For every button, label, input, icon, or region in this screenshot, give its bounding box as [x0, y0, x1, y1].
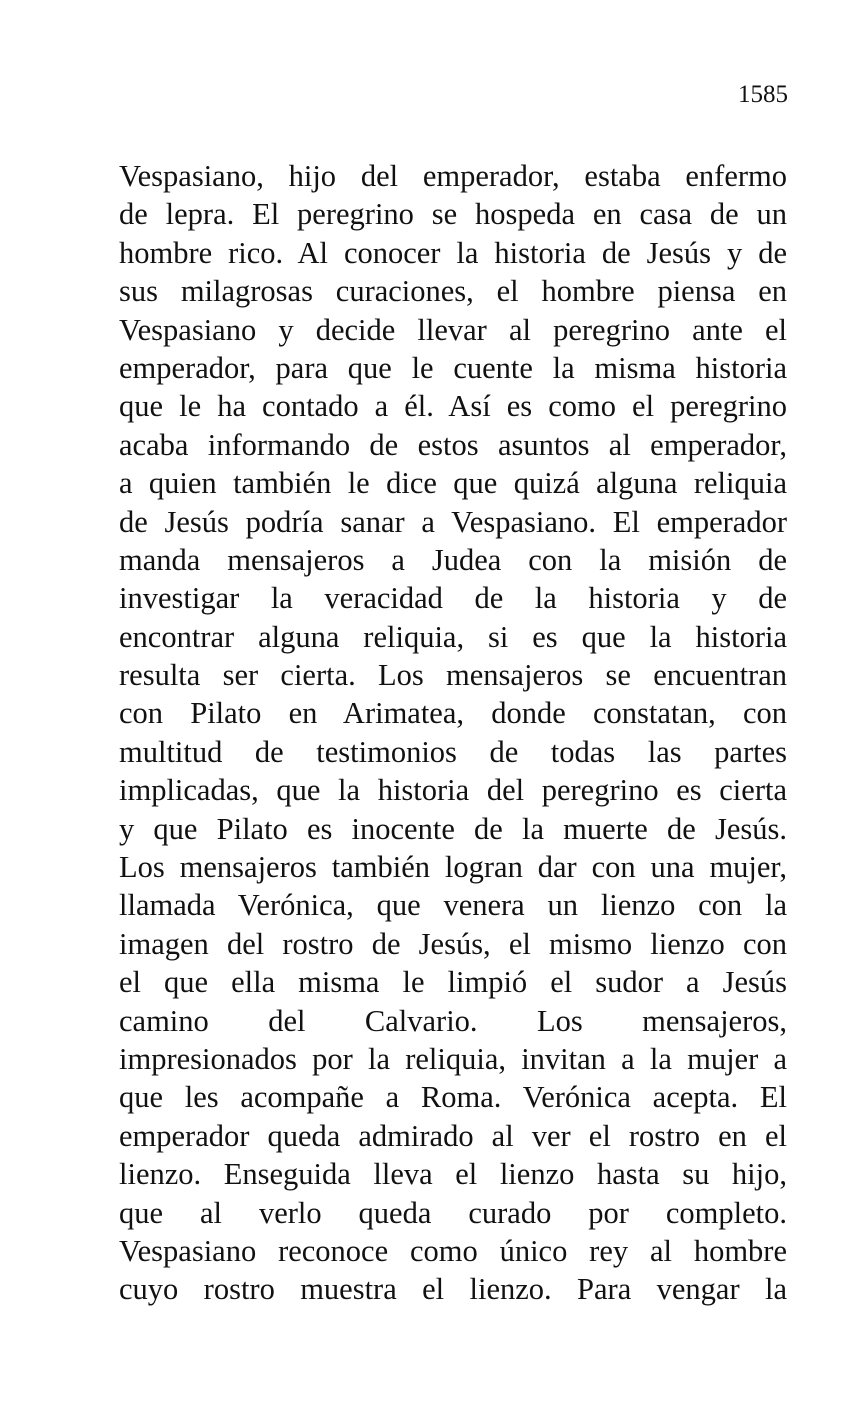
- text-line: resulta ser cierta. Los mensajeros se encuentran: [119, 658, 787, 693]
- text-line: impresionados por la reliquia, invitan a la mujer a: [119, 1041, 787, 1076]
- text-line: el que ella misma le limpió el sudor a Jesús: [119, 965, 787, 1000]
- text-line: sus milagrosas curaciones, el hombre piensa en: [119, 274, 787, 309]
- text-line: a quien también le dice que quizá alguna reliquia: [119, 466, 787, 501]
- body-text: [119, 157, 787, 1309]
- text-line: manda mensajeros a Judea con la misión de: [119, 542, 787, 577]
- text-line: cuyo rostro muestra el lienzo. Para vengar la: [119, 1272, 787, 1307]
- text-line: imagen del rostro de Jesús, el mismo lienzo con: [119, 926, 787, 961]
- page-number: 1585: [738, 81, 788, 108]
- text-line: con Pilato en Arimatea, donde constatan, con: [119, 696, 787, 731]
- text-line: acaba informando de estos asuntos al emperador,: [119, 427, 787, 462]
- text-line: Vespasiano reconoce como único rey al hombre: [119, 1233, 787, 1268]
- text-line: implicadas, que la historia del peregrino es cierta: [119, 773, 787, 808]
- text-line: de Jesús podría sanar a Vespasiano. El emperador: [119, 504, 787, 539]
- text-line: y que Pilato es inocente de la muerte de Jesús.: [119, 811, 787, 846]
- text-line: lienzo. Enseguida lleva el lienzo hasta su hijo,: [119, 1157, 787, 1192]
- text-line: Vespasiano y decide llevar al peregrino ante el: [119, 312, 787, 347]
- text-line: hombre rico. Al conocer la historia de Jesús y de: [119, 235, 787, 270]
- text-line: llamada Verónica, que venera un lienzo con la: [119, 888, 787, 923]
- text-line: emperador, para que le cuente la misma historia: [119, 350, 787, 385]
- text-line: encontrar alguna reliquia, si es que la historia: [119, 619, 787, 654]
- text-line: Vespasiano, hijo del emperador, estaba enfermo: [119, 159, 787, 193]
- text-line: que le ha contado a él. Así es como el peregrino: [119, 389, 787, 424]
- text-line: multitud de testimonios de todas las partes: [119, 734, 787, 769]
- text-line: que les acompañe a Roma. Verónica acepta. El: [119, 1080, 787, 1115]
- text-line: de lepra. El peregrino se hospeda en casa de un: [119, 197, 787, 232]
- text-line: investigar la veracidad de la historia y de: [119, 581, 787, 616]
- text-line: emperador queda admirado al ver el rostro en el: [119, 1118, 787, 1153]
- text-line: Los mensajeros también logran dar con una mujer,: [119, 850, 787, 885]
- text-line: que al verlo queda curado por completo.: [119, 1195, 787, 1230]
- text-line: camino del Calvario. Los mensajeros,: [119, 1003, 787, 1038]
